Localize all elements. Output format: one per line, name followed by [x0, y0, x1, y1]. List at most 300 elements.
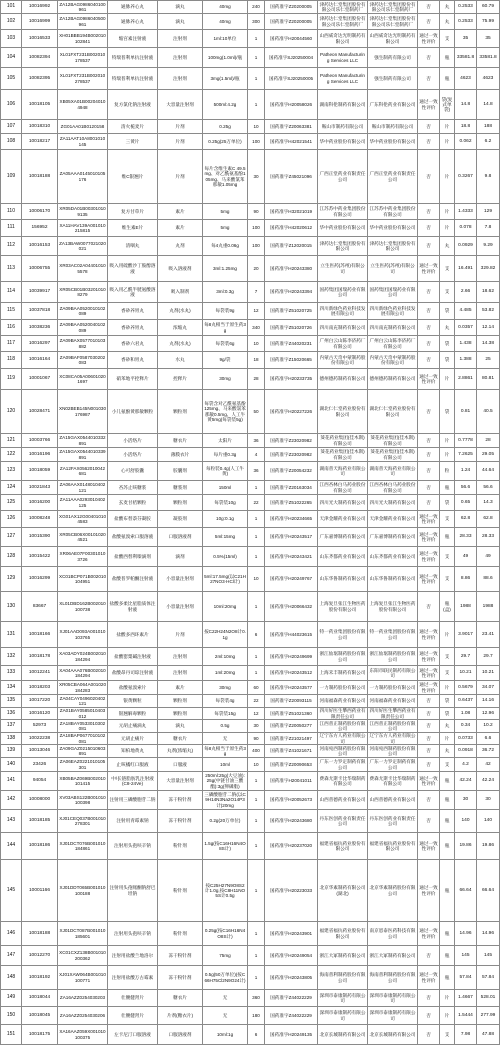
manufacturer: 天津金耀药业有限公司: [318, 511, 368, 527]
license-holder: 江西杏林白马药业股份有限公司: [368, 481, 418, 494]
manufacturer: 上海禾丰制药有限公司: [318, 666, 368, 680]
drug-code: 10016992: [22, 1, 58, 13]
unit-price: 4623: [455, 68, 477, 89]
unit: 支: [440, 1025, 455, 1044]
unit: 丸: [440, 745, 455, 757]
package-price: 329.82: [477, 256, 500, 281]
insurance-code: ZA16AZZ0254030206: [58, 1007, 108, 1024]
insurance-code: XR06AE07F003010103726: [58, 547, 108, 566]
consistency-evaluation: 否: [418, 495, 440, 510]
approval-number: 国药准字H20243394: [265, 282, 318, 302]
drug-name: 维生素E片: [108, 220, 158, 236]
package-price: 12.14: [477, 320, 500, 335]
insurance-code: XJ01CEQ037B001010278301: [58, 810, 108, 832]
approval-number: 国药准字H42020612: [265, 220, 318, 236]
conversion-ratio: 7: [248, 282, 265, 302]
drug-code: 10022238: [22, 733, 58, 744]
insurance-code: XB05XA01B002040104948: [58, 90, 108, 119]
unit: 瓶: [440, 833, 455, 859]
unit-price: 0.062: [455, 134, 477, 149]
specification: 0.5%(15ml): [203, 547, 248, 566]
unit-price: 0.0929: [455, 237, 477, 255]
drug-code: 10018186: [22, 833, 58, 859]
consistency-evaluation: 否: [418, 990, 440, 1006]
insurance-code: XJ01DCT087B001010185601: [58, 922, 108, 945]
license-holder: 天津金耀药业有限公司: [368, 511, 418, 527]
package-price: 75.99: [477, 14, 500, 29]
table-row: [0, 495, 500, 511]
row-number: 127: [0, 528, 22, 546]
drug-name: 左卡尼汀口服溶液: [108, 1025, 158, 1044]
insurance-code: ZA01BAY0585010403012: [58, 708, 108, 719]
row-number: 124: [0, 481, 22, 494]
manufacturer: 德州德药制药有限公司: [318, 369, 368, 389]
drug-code: 23426: [22, 758, 58, 771]
insurance-code: ZA12BAG0986040500961: [58, 14, 108, 29]
license-holder: 山东华鲁制药有限公司: [368, 567, 418, 591]
consistency-evaluation: 通过一致性评价: [418, 567, 440, 591]
insurance-code: ZA09BAA0520010102089: [58, 303, 108, 319]
package-price: 9.29: [477, 237, 500, 255]
drug-code: 10018185: [22, 810, 58, 832]
drug-name: 壮腰健肾片: [108, 1007, 158, 1024]
conversion-ratio: 1: [248, 922, 265, 945]
unit-price: 2.66: [455, 282, 477, 302]
unit-price: 28.33: [455, 528, 477, 546]
package-price: 9.8: [477, 150, 500, 203]
dosage-form: 素片: [158, 204, 203, 219]
drug-code: 10016999: [22, 14, 58, 29]
unit: 支: [440, 567, 455, 591]
manufacturer: 内蒙古天奇中蒙制药股份有限公司: [318, 352, 368, 368]
drug-name: 注射用盐酸兰地洛尔: [108, 946, 158, 965]
manufacturer: 丹东医创药业有限责任公司: [318, 810, 368, 832]
specification: 每粒装0.4g(人工牛黄): [203, 462, 248, 480]
conversion-ratio: 100: [248, 134, 265, 149]
specification: 每袋装9g: [203, 303, 248, 319]
row-number: 107: [0, 120, 22, 133]
conversion-ratio: 12: [248, 303, 265, 319]
license-holder: 津药达仁堂集团股份有限公司: [368, 237, 418, 255]
unit: 片: [440, 622, 455, 647]
approval-number: 国药准字Z20200005: [265, 1, 318, 13]
unit-price: 0.34: [455, 720, 477, 732]
drug-code: 10016200: [22, 495, 58, 510]
row-number: 122: [0, 448, 22, 461]
drug-name: 壮腰健肾片: [108, 990, 158, 1006]
package-price: 277.99: [477, 1007, 500, 1024]
dosage-form: 丸剂: [158, 237, 203, 255]
drug-name: 元胡止痛滴丸: [108, 720, 158, 732]
license-holder: 深圳市泰康制药有限公司: [368, 990, 418, 1006]
package-price: 30: [477, 791, 500, 809]
insurance-code: ZA12BAG0986040100961: [58, 1, 108, 13]
conversion-ratio: 36: [248, 434, 265, 447]
license-holder: 四川好医生攀西药业有限责任公司: [368, 708, 418, 719]
drug-code: 10021843: [22, 481, 58, 494]
license-holder: 南京恩泰医药科技有限公司: [368, 922, 418, 945]
dosage-form: 糖浆剂: [158, 481, 203, 494]
dosage-form: 片剂: [158, 134, 203, 149]
drug-code: 156952: [22, 220, 58, 236]
table-row: [0, 720, 500, 733]
row-number: 113: [0, 256, 22, 281]
unit: 片: [440, 990, 455, 1006]
approval-number: 国药准字H20243901: [265, 922, 318, 945]
conversion-ratio: 340: [248, 320, 265, 335]
license-holder: 国药集团国瑞药业有限公司: [368, 282, 418, 302]
conversion-ratio: 10: [248, 120, 265, 133]
specification: 500ml:4.2g: [203, 90, 248, 119]
specification: 9g/袋: [203, 352, 248, 368]
insurance-code: XC01CXZ138B001010200362: [58, 946, 108, 965]
consistency-evaluation: 否: [418, 282, 440, 302]
table-row: [0, 695, 500, 708]
table-row: [0, 922, 500, 946]
unit: 片: [440, 681, 455, 694]
consistency-evaluation: 否: [418, 48, 440, 67]
table-row: [0, 120, 500, 134]
conversion-ratio: 400: [248, 745, 265, 757]
consistency-evaluation: 否: [418, 120, 440, 133]
dosage-form: 薄膜衣片: [158, 448, 203, 461]
package-price: 88.6: [477, 567, 500, 591]
unit-price: 19.86: [455, 833, 477, 859]
package-price: 60.79: [477, 1, 500, 13]
drug-code: 52973: [22, 720, 58, 732]
conversion-ratio: 1: [248, 648, 265, 665]
unit: 片: [440, 733, 455, 744]
package-price: 14.38: [477, 336, 500, 351]
consistency-evaluation: 否: [418, 336, 440, 351]
unit-price: 33581.8: [455, 48, 477, 67]
drug-code: 10082394: [22, 48, 58, 67]
package-price: 6.2: [477, 134, 500, 149]
unit: 支: [440, 758, 455, 771]
package-price: 10.2: [477, 720, 500, 732]
license-holder: 广东嘉博制药有限公司: [368, 528, 418, 546]
consistency-evaluation: 通过一致性评价: [418, 256, 440, 281]
row-number: 123: [0, 462, 22, 480]
row-number: 132: [0, 648, 22, 665]
manufacturer: 北京长城制药有限公司: [318, 1025, 368, 1044]
drug-code: 10018178: [22, 648, 58, 665]
insurance-code: ZA09BAA0520040102089: [58, 320, 108, 335]
specification: 75mg: [203, 946, 248, 965]
specification: 每片重0.3g: [203, 448, 248, 461]
row-number: 138: [0, 733, 22, 744]
dosage-form: 滴丸: [158, 1, 203, 13]
dosage-form: 口服液: [158, 758, 203, 771]
consistency-evaluation: 否: [418, 733, 440, 744]
unit: 片: [440, 369, 455, 389]
conversion-ratio: 1: [248, 592, 265, 621]
approval-number: 国药准字Z41021671: [265, 745, 318, 757]
manufacturer: 深圳市泰康制药有限公司: [318, 1007, 368, 1024]
table-row: [0, 622, 500, 648]
conversion-ratio: 10: [248, 567, 265, 591]
insurance-code: ZA15GAX0544010332891: [58, 434, 108, 447]
insurance-code: XR05CB01B032010108279: [58, 282, 108, 302]
package-price: 42.24: [477, 772, 500, 790]
drug-code: 10015390: [22, 528, 58, 546]
unit: 丸: [440, 1, 455, 13]
conversion-ratio: 30: [248, 720, 265, 732]
unit: 支: [440, 282, 455, 302]
drug-name: 银黄颗粒: [108, 695, 158, 707]
package-price: 14.8: [477, 90, 500, 119]
approval-number: 国药准字Z51020725: [265, 303, 318, 319]
unit-price: 0.5679: [455, 681, 477, 694]
dosage-form: 注射剂: [158, 68, 203, 89]
table-row: [0, 237, 500, 256]
dosage-form: 口服溶液剂: [158, 528, 203, 546]
dosage-form: 素片: [158, 681, 203, 694]
package-price: 53.82: [477, 303, 500, 319]
approval-number: 国药准字H20243805: [265, 966, 318, 989]
conversion-ratio: 360: [248, 990, 265, 1006]
consistency-evaluation: 通过一致性评价: [418, 511, 440, 527]
unit: 瓶: [440, 772, 455, 790]
consistency-evaluation: 否: [418, 592, 440, 621]
row-number: 128: [0, 547, 22, 566]
unit: 瓶: [440, 922, 455, 945]
dosage-form: 粉针剂: [158, 833, 203, 859]
drug-name: 吸入用硫酸沙丁胺醇溶液: [108, 256, 158, 281]
consistency-evaluation: 通过一致性评价: [418, 681, 440, 694]
table-row: [0, 791, 500, 810]
unit-price: 10.21: [455, 666, 477, 680]
drug-code: 10018192: [22, 966, 58, 989]
license-holder: 上海复旦张江生物医药股份有限公司: [368, 592, 418, 621]
unit-price: 29.7: [455, 648, 477, 665]
specification: 每8丸相当于原生药3g: [203, 745, 248, 757]
unit: 瓶: [440, 48, 455, 67]
approval-number: 国药准字H20243512: [265, 666, 318, 680]
insurance-code: ZA09BAF0587030202083: [58, 352, 108, 368]
drug-code: 10018166: [22, 622, 58, 647]
license-holder: 津药达仁堂集团股份有限公司乐仁堂制药厂: [368, 1, 418, 13]
license-holder: 立生医药(苏州)有限公司: [368, 256, 418, 281]
unit-price: 42.24: [455, 772, 477, 790]
insurance-code: ZA06EAZ0221010105301: [58, 758, 108, 771]
insurance-code: ZA11AAT10A8001010145: [58, 134, 108, 149]
unit-price: 1.438: [455, 336, 477, 351]
conversion-ratio: 22: [248, 695, 265, 707]
row-number: 110: [0, 204, 22, 219]
package-price: 44.64: [477, 462, 500, 480]
unit-price: 3.9017: [455, 622, 477, 647]
unit-price: 0.6437: [455, 695, 477, 707]
specification: 每袋装15g: [203, 708, 248, 719]
manufacturer: Patheon Manufacturing Services LLC: [318, 68, 368, 89]
manufacturer: 浙江大冢制药有限公司: [318, 946, 368, 965]
unit-price: 1.08: [455, 708, 477, 719]
conversion-ratio: 30: [248, 150, 265, 203]
row-number: 104: [0, 48, 22, 67]
conversion-ratio: 10: [248, 758, 265, 771]
consistency-evaluation: 通过一致性评价: [418, 30, 440, 47]
conversion-ratio: 90: [248, 733, 265, 744]
table-row: [0, 320, 500, 336]
package-price: 19.86: [477, 833, 500, 859]
consistency-evaluation: 通过一致性评价: [418, 966, 440, 989]
unit-price: 140: [455, 810, 477, 832]
table-row: [0, 481, 500, 495]
conversion-ratio: 1: [248, 810, 265, 832]
consistency-evaluation: 否: [418, 720, 440, 732]
table-row: [0, 336, 500, 352]
unit: 片: [440, 150, 455, 203]
specification: 10ml: [203, 758, 248, 771]
package-price: 57.84: [477, 966, 500, 989]
manufacturer: 上海复旦张江生物医药股份有限公司: [318, 592, 368, 621]
dosage-form: 大容量注射剂: [158, 90, 203, 119]
row-number: 145: [0, 860, 22, 921]
insurance-code: ZA05AAA0145010105176: [58, 150, 108, 203]
conversion-ratio: 1: [248, 791, 265, 809]
conversion-ratio: 1: [248, 481, 265, 494]
unit: 袋: [440, 303, 455, 319]
unit: 片: [440, 448, 455, 461]
unit-price: 30: [455, 791, 477, 809]
table-row: [0, 528, 500, 547]
approval-number: 国药准字Z20063381: [265, 120, 318, 133]
approval-number: 国药准字Z51021360: [265, 708, 318, 719]
specification: 30mg: [203, 681, 248, 694]
consistency-evaluation: 否: [418, 745, 440, 757]
manufacturer: 津药达仁堂集团股份有限公司: [318, 237, 368, 255]
conversion-ratio: 10: [248, 336, 265, 351]
license-holder: 四川光大制药有限公司: [368, 495, 418, 510]
package-price: 6.6: [477, 733, 500, 744]
unit-price: 66.64: [455, 860, 477, 921]
package-price: 28: [477, 434, 500, 447]
package-price: 35: [477, 30, 500, 47]
approval-number: 国药准字Z20054232: [265, 462, 318, 480]
unit: 片: [440, 204, 455, 219]
package-price: 40.5: [477, 390, 500, 433]
consistency-evaluation: 否: [418, 303, 440, 319]
specification: 三磷酸胞苷二钠(以C9H14N3Na2O14P3计)20mg: [203, 791, 248, 809]
drug-code: 10016153: [22, 237, 58, 255]
approval-number: 国药准字H20243680: [265, 810, 318, 832]
unit-price: 8.86: [455, 567, 477, 591]
approval-number: 国药准字H20249054: [265, 946, 318, 965]
drug-code: 10013046: [22, 745, 58, 757]
license-holder: 广东科伦药业有限公司: [368, 90, 418, 119]
unit: 袋: [440, 352, 455, 368]
specification: 0.25g(按C16H16N4O8S计): [203, 922, 248, 945]
manufacturer: 津药达仁堂集团股份有限公司乐仁堂制药厂: [318, 1, 368, 13]
specification: 10g:0.1g: [203, 511, 248, 527]
unit: 瓶: [440, 791, 455, 809]
unit: 支: [440, 666, 455, 680]
license-holder: 河南宛西制药股份有限公司: [368, 745, 418, 757]
row-number: 118: [0, 352, 22, 368]
drug-code: 10006170: [22, 204, 58, 219]
consistency-evaluation: 否: [418, 810, 440, 832]
specification: 每片含维生素C 49.5mg、对乙酰氨基酚105mg、马来酸氯苯那敏1.05mg: [203, 150, 248, 203]
approval-number: 国药准字H44023615: [265, 622, 318, 647]
consistency-evaluation: 通过一致性评价: [418, 622, 440, 647]
conversion-ratio: 6: [248, 622, 265, 647]
unit-price: 0.65: [455, 495, 477, 510]
drug-name: 知柏地黄丸: [108, 745, 158, 757]
drug-code: 10018059: [22, 462, 58, 480]
specification: 0.25g: [203, 120, 248, 133]
unit: 支: [440, 511, 455, 527]
manufacturer: 山西威奇达光明制药有限公司: [318, 30, 368, 47]
package-price: 66.64: [477, 860, 500, 921]
drug-name: 中/长链脂肪乳注射液(C8-24Ve): [108, 772, 158, 790]
manufacturer: 深圳市泰康制药有限公司: [318, 990, 368, 1006]
license-holder: 河南福森药业有限公司: [368, 695, 418, 707]
conversion-ratio: 12: [248, 708, 265, 719]
unit-price: 1.4667: [455, 990, 477, 1006]
license-holder: 山西威奇达光明制药有限公司: [368, 30, 418, 47]
conversion-ratio: 300: [248, 14, 265, 29]
row-number: 143: [0, 810, 22, 832]
approval-number: 国药准字H20066432: [265, 592, 318, 621]
unit-price: 7.98: [455, 1025, 477, 1044]
unit: 瓶(盒): [440, 592, 455, 621]
row-number: 120: [0, 390, 22, 433]
unit: 袋: [440, 495, 455, 510]
specification: 每4丸重0.06g: [203, 237, 248, 255]
manufacturer: 国药集团国瑞药业有限公司: [318, 282, 368, 302]
unit-price: 0.078: [455, 220, 477, 236]
dosage-form: 素片: [158, 220, 203, 236]
unit: 瓶: [440, 966, 455, 989]
dosage-form: 吸入溶液剂: [158, 256, 203, 281]
dosage-form: 注射剂: [158, 48, 203, 67]
unit: 瓶: [440, 68, 455, 89]
license-holder: 葵花药业集团(佳木斯)有限公司: [368, 448, 418, 461]
row-number: 142: [0, 791, 22, 809]
license-holder: 海南普利制药股份有限公司: [368, 966, 418, 989]
drug-name: 清咽丸: [108, 237, 158, 255]
drug-code: 10018045: [22, 1007, 58, 1024]
row-number: 115: [0, 303, 22, 319]
consistency-evaluation: 否: [418, 481, 440, 494]
unit-price: 1988: [455, 592, 477, 621]
package-price: 28.33: [477, 528, 500, 546]
unit: 袋: [440, 390, 455, 433]
conversion-ratio: 1: [248, 833, 265, 859]
consistency-evaluation: 否: [418, 220, 440, 236]
manufacturer: 河南福森药业有限公司: [318, 695, 368, 707]
dosage-form: 丸剂(水丸): [158, 336, 203, 351]
unit: 丸: [440, 320, 455, 335]
manufacturer: 海南普利制药股份有限公司: [318, 966, 368, 989]
drug-code: 10017220: [22, 695, 58, 707]
unit-price: 1.5444: [455, 1007, 477, 1024]
unit-price: 0.7778: [455, 434, 477, 447]
manufacturer: 四川光大制药有限公司: [318, 495, 368, 510]
consistency-evaluation: 否: [418, 434, 440, 447]
specification: 40mg: [203, 1, 248, 13]
consistency-evaluation: 通过一致性评价: [418, 666, 440, 680]
dosage-form: 粉针剂: [158, 860, 203, 921]
drug-name: 清火栀麦片: [108, 120, 158, 133]
approval-number: 国药准字Z20050277: [265, 720, 318, 732]
unit-price: 16.491: [455, 256, 477, 281]
consistency-evaluation: 否: [418, 708, 440, 719]
package-price: 10.21: [477, 666, 500, 680]
manufacturer: 湖南普天海药业有限公司: [318, 462, 368, 480]
manufacturer: 湖北仁仁堂药业股份有限公司: [318, 390, 368, 433]
